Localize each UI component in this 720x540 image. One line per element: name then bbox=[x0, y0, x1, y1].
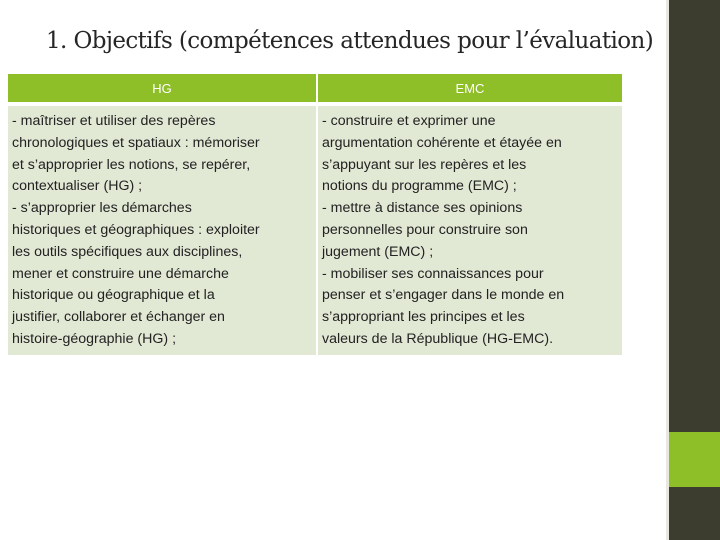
cell-line: justifier, collaborer et échanger en bbox=[12, 309, 225, 326]
cell-hg bbox=[7, 104, 317, 356]
cell-line: personnelles pour construire son bbox=[322, 221, 528, 238]
cell-line: - construire et exprimer une bbox=[322, 113, 496, 129]
cell-line: historiques et géographiques : exploiter bbox=[12, 221, 260, 238]
cell-line: - s’approprier les démarches bbox=[12, 200, 192, 217]
cell-line: s’appropriant les principes et les bbox=[322, 309, 525, 326]
cell-line: - mettre à distance ses opinions bbox=[322, 200, 523, 217]
cell-line: notions du programme (EMC) ; bbox=[322, 178, 517, 195]
header-emc: EMC bbox=[317, 73, 623, 104]
cell-line: histoire-géographie (HG) ; bbox=[12, 330, 177, 347]
cell-line: argumentation cohérente et étayée en bbox=[322, 134, 562, 151]
cell-line: historique ou géographique et la bbox=[12, 287, 215, 304]
cell-line: valeurs de la République (HG-EMC). bbox=[322, 330, 554, 347]
cell-line: penser et s’engager dans le monde en bbox=[322, 287, 565, 304]
cell-line: - mobiliser ses connaissances pour bbox=[322, 265, 544, 282]
sidebar-accent-block bbox=[669, 432, 720, 487]
table-row bbox=[7, 104, 623, 356]
objectives-table bbox=[6, 72, 624, 357]
cell-emc bbox=[317, 104, 623, 356]
cell-line: et s’approprier les notions, se repérer, bbox=[12, 156, 251, 173]
header-hg: HG bbox=[7, 73, 317, 104]
cell-line: - maîtriser et utiliser des repères bbox=[12, 113, 216, 129]
cell-line: s’appuyant sur les repères et les bbox=[322, 156, 527, 173]
slide-title: 1. Objectifs (compétences attendues pour l’évaluation) bbox=[46, 28, 654, 54]
cell-line: jugement (EMC) ; bbox=[322, 243, 434, 260]
cell-line: chronologiques et spatiaux : mémoriser bbox=[12, 134, 260, 151]
cell-line: contextualiser (HG) ; bbox=[12, 178, 143, 195]
table-header-row bbox=[7, 73, 623, 104]
cell-line: les outils spécifiques aux disciplines, bbox=[12, 243, 243, 260]
cell-line: mener et construire une démarche bbox=[12, 265, 229, 282]
